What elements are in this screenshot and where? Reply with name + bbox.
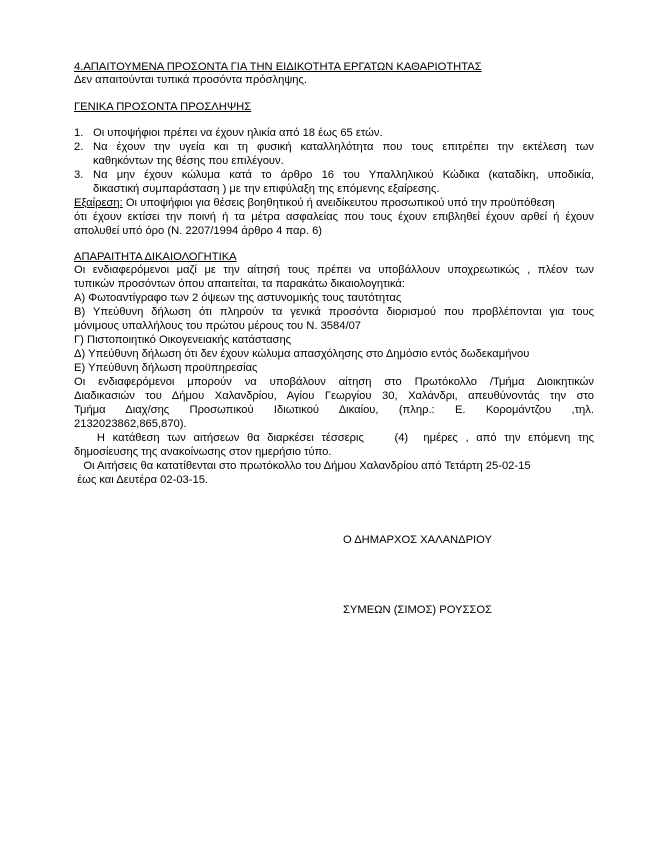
exception-line: ότι έχουν εκτίσει την ποινή ή τα μέτρα ασφαλείας που τους έχουν επιβληθεί έχουν αρθεί ή έχουν [74, 211, 594, 223]
mayor-name: ΣΥΜΕΩΝ (ΣΙΜΟΣ) ΡΟΥΣΣΟΣ [343, 604, 492, 616]
exception-line [74, 196, 594, 210]
list-number: 3. [74, 169, 84, 181]
dates-text: έως και Δευτέρα 02-03-15. [74, 474, 209, 486]
document-item: Ε) Υπεύθυνη δήλωση προϋπηρεσίας [74, 362, 258, 374]
duration-text: δημοσίευσης της ανακοίνωσης στον ημερήσιο τύπο. [74, 446, 332, 458]
section4-text: Δεν απαιτούνται τυπικά προσόντα πρόσληψης. [74, 74, 308, 86]
dates-text: Οι Αιτήσεις θα κατατίθενται στο πρωτόκολλο του Δήμου Χαλανδρίου από Τετάρτη 25-02-15 [74, 460, 531, 472]
exception-text: Οι υποψήφιοι για θέσεις βοηθητικού ή ανειδίκευτου προσωπικού υπό την προϋπόθεση [122, 197, 555, 209]
general-heading: ΓΕΝΙΚΑ ΠΡΟΣΟΝΤΑ ΠΡΟΣΛΗΨΗΣ [74, 101, 252, 113]
submission-text: Τμήμα Διαχ/σης Προσωπικού Ιδιωτικού Δικαίου, (πληρ.: Ε. Κορομάντζου ,τηλ. [74, 404, 594, 416]
documents-heading: ΑΠΑΡΑΙΤΗΤΑ ΔΙΚΑΙΟΛΟΓΗΤΙΚΑ [74, 251, 237, 263]
documents-intro: Οι ενδιαφερόμενοι μαζί με την αίτησή τους πρέπει να υποβάλλουν υποχρεωτικώς , πλέον των [74, 264, 594, 276]
document-item: Β) Υπεύθυνη δήλωση ότι πληρούν τα γενικά προσόντα διορισμού που προβλέπονται για τους [74, 306, 594, 318]
exception-line: απολυθεί υπό όρο (Ν. 2207/1994 άρθρο 4 παρ. 6) [74, 225, 323, 237]
submission-text: 2132023862,865,870). [74, 418, 187, 430]
exception-label: Εξαίρεση: [74, 197, 123, 209]
list-number: 2. [74, 141, 84, 153]
mayor-title: Ο ΔΗΜΑΡΧΟΣ ΧΑΛΑΝΔΡΙΟΥ [343, 534, 492, 546]
document-item: Γ) Πιστοποιητικό Οικογενειακής κατάστασης [74, 334, 292, 346]
list-item: Να μην έχουν κώλυμα κατά το άρθρο 16 του Υπαλληλικού Κώδικα (καταδίκη, υποδικία, [93, 169, 594, 181]
list-item-continued: καθηκόντων της θέσης που επιλέγουν. [93, 155, 284, 167]
duration-text: Η κατάθεση των αιτήσεων θα διαρκέσει τέσσερις (4) ημέρες , από την επόμενη της [74, 432, 594, 444]
list-item: Οι υποψήφιοι πρέπει να έχουν ηλικία από 18 έως 65 ετών. [93, 127, 383, 139]
list-item-continued: δικαστική συμπαράσταση ) με την επιφύλαξη της επόμενης εξαίρεσης. [93, 183, 440, 195]
document-item: Δ) Υπεύθυνη δήλωση ότι δεν έχουν κώλυμα απασχόλησης στο Δημόσιο εντός δωδεκαμήνου [74, 348, 530, 360]
document-item: μόνιμους υπαλλήλους του πρώτου μέρους του Ν. 3584/07 [74, 320, 362, 332]
submission-text: Οι ενδιαφερόμενοι μπορούν να υποβάλουν αίτηση στο Πρωτόκολλο /Τμήμα Διοικητικών [74, 376, 594, 388]
documents-intro: τυπικών προσόντων όπου απαιτείται, τα παρακάτω δικαιολογητικά: [74, 278, 405, 290]
submission-text: Διαδικασιών του Δήμου Χαλανδρίου, Αγίου Γεωργίου 30, Χαλάνδρι, απευθύνοντάς την στο [74, 390, 594, 402]
document-item: Α) Φωτοαντίγραφο των 2 όψεων της αστυνομικής τους ταυτότητας [74, 292, 402, 304]
list-item: Να έχουν την υγεία και τη φυσική καταλληλότητα που τους επιτρέπει την εκτέλεση των [93, 141, 594, 153]
list-number: 1. [74, 127, 84, 139]
section4-heading: 4.ΑΠΑΙΤΟΥΜΕΝΑ ΠΡΟΣΟΝΤΑ ΓΙΑ ΤΗΝ ΕΙΔΙΚΟΤΗΤΑ ΕΡΓΑΤΩΝ ΚΑΘΑΡΙΟΤΗΤΑΣ [74, 61, 482, 73]
